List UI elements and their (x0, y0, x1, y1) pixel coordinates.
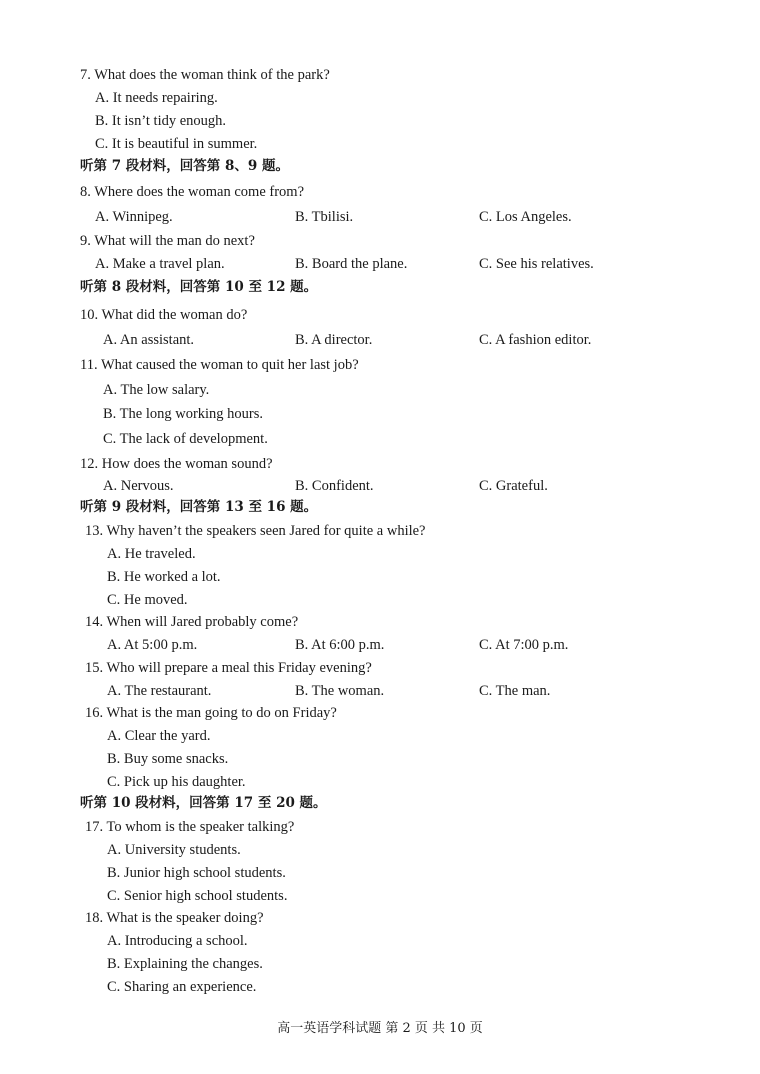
question-17-option-b: B. Junior high school students. (107, 865, 286, 881)
question-15-option-a: A. The restaurant. (107, 683, 212, 699)
question-13-stem: 13. Why haven’t the speakers seen Jared for quite a while? (85, 523, 426, 539)
question-9-stem: 9. What will the man do next? (80, 233, 255, 249)
question-12-option-c: C. Grateful. (479, 478, 548, 494)
question-16-option-c: C. Pick up his daughter. (107, 774, 246, 790)
question-7-option-c: C. It is beautiful in summer. (95, 136, 258, 152)
question-18-option-b: B. Explaining the changes. (107, 956, 263, 972)
question-17-option-c: C. Senior high school students. (107, 888, 288, 904)
question-18-option-a: A. Introducing a school. (107, 933, 248, 949)
question-14-option-b: B. At 6:00 p.m. (295, 637, 385, 653)
question-14-option-c: C. At 7:00 p.m. (479, 637, 569, 653)
section-10-heading: 听第 10 段材料，回答第 17 至 20 题。 (80, 795, 327, 811)
question-15-option-b: B. The woman. (295, 683, 385, 699)
question-14-stem: 14. When will Jared probably come? (85, 614, 299, 630)
question-8-stem: 8. Where does the woman come from? (80, 184, 304, 200)
section-9-heading: 听第 9 段材料，回答第 13 至 16 题。 (80, 499, 318, 515)
question-10-option-c: C. A fashion editor. (479, 332, 592, 348)
question-13-option-c: C. He moved. (107, 592, 188, 608)
question-10-option-b: B. A director. (295, 332, 373, 348)
question-11-option-b: B. The long working hours. (103, 406, 264, 422)
section-8-heading: 听第 8 段材料，回答第 10 至 12 题。 (80, 279, 318, 295)
question-10-stem: 10. What did the woman do? (80, 307, 248, 323)
question-13-option-a: A. He traveled. (107, 546, 196, 562)
question-18-option-c: C. Sharing an experience. (107, 979, 257, 995)
question-14-option-a: A. At 5:00 p.m. (107, 637, 198, 653)
question-10-option-a: A. An assistant. (103, 332, 195, 348)
question-8-option-b: B. Tbilisi. (295, 209, 354, 225)
question-11-stem: 11. What caused the woman to quit her last job? (80, 357, 359, 373)
question-17-stem: 17. To whom is the speaker talking? (85, 819, 295, 835)
section-7-heading: 听第 7 段材料，回答第 8、9 题。 (80, 158, 289, 174)
question-11-option-c: C. The lack of development. (103, 431, 268, 447)
question-18-stem: 18. What is the speaker doing? (85, 910, 264, 926)
page-footer: 高一英语学科试题 第 2 页 共 10 页 (277, 1021, 483, 1036)
question-15-stem: 15. Who will prepare a meal this Friday evening? (85, 660, 372, 676)
question-9-option-c: C. See his relatives. (479, 256, 594, 272)
question-12-option-a: A. Nervous. (103, 478, 174, 494)
question-15-option-c: C. The man. (479, 683, 551, 699)
question-17-option-a: A. University students. (107, 842, 241, 858)
question-11-option-a: A. The low salary. (103, 382, 210, 398)
question-16-option-a: A. Clear the yard. (107, 728, 211, 744)
question-13-option-b: B. He worked a lot. (107, 569, 221, 585)
question-7-stem: 7. What does the woman think of the park? (80, 67, 330, 83)
question-12-stem: 12. How does the woman sound? (80, 456, 273, 472)
question-7-option-b: B. It isn’t tidy enough. (95, 113, 227, 129)
question-16-stem: 16. What is the man going to do on Friday? (85, 705, 337, 721)
question-9-option-b: B. Board the plane. (295, 256, 408, 272)
question-7-option-a: A. It needs repairing. (95, 90, 218, 106)
question-12-option-b: B. Confident. (295, 478, 374, 494)
question-8-option-c: C. Los Angeles. (479, 209, 572, 225)
question-9-option-a: A. Make a travel plan. (95, 256, 225, 272)
question-16-option-b: B. Buy some snacks. (107, 751, 229, 767)
question-8-option-a: A. Winnipeg. (95, 209, 173, 225)
